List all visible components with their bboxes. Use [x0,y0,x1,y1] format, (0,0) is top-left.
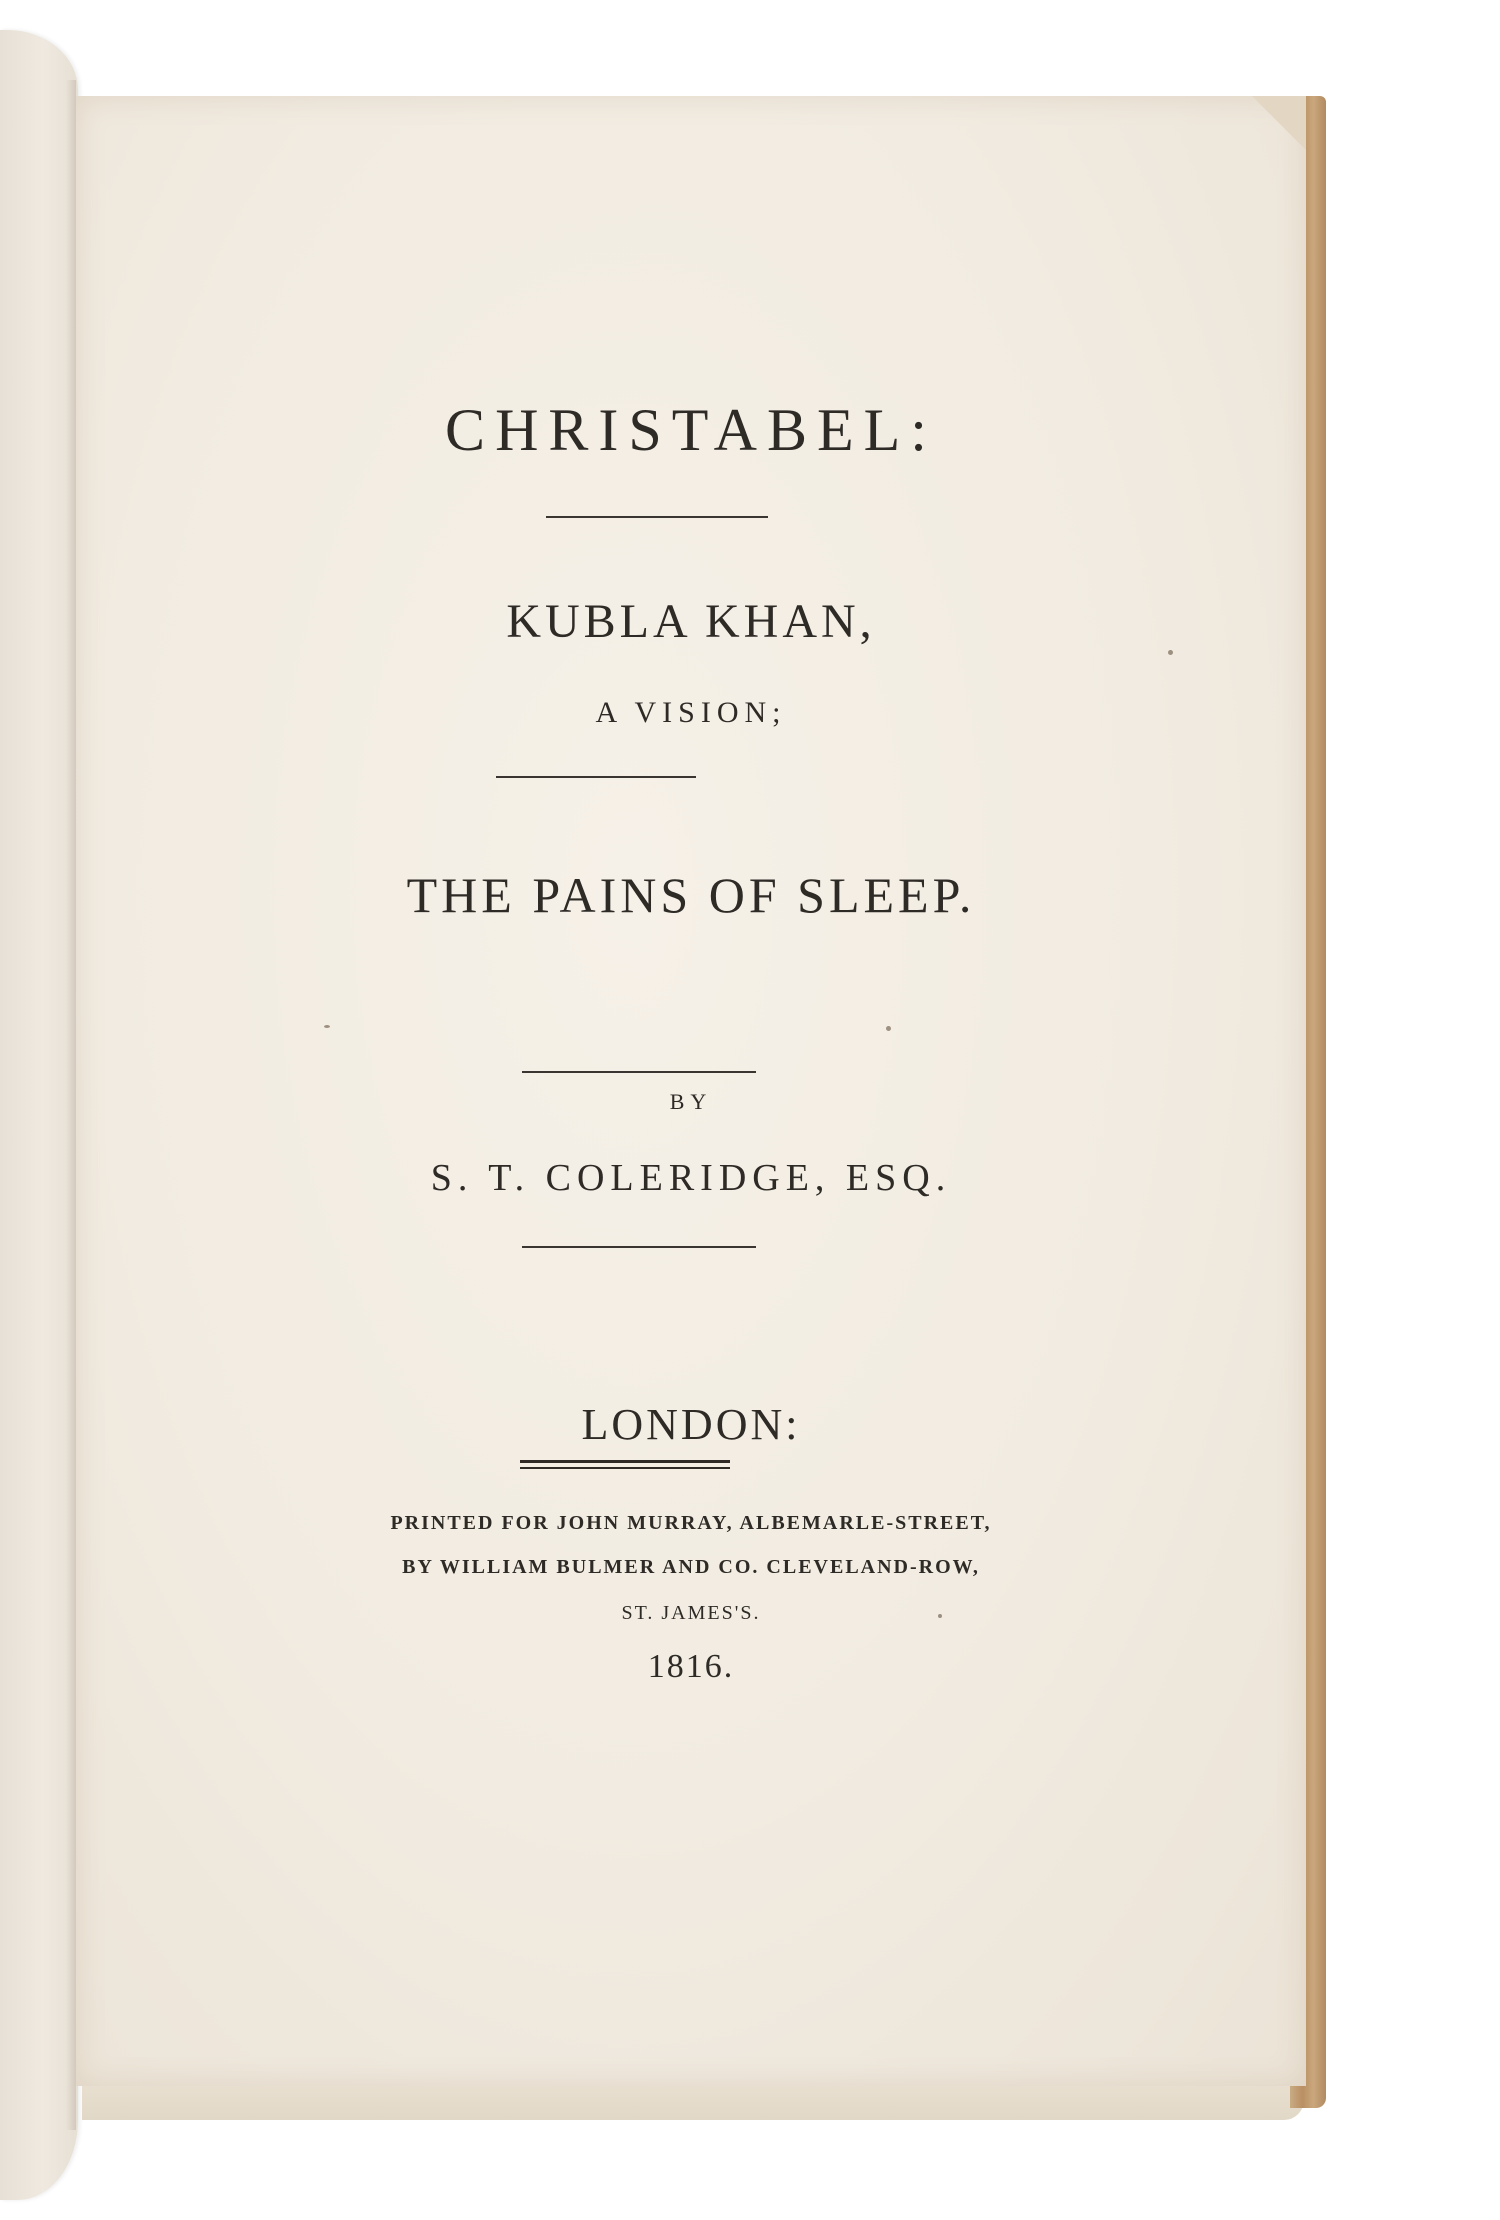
paper-speck [938,1614,942,1618]
book-title: CHRISTABEL: [445,397,937,463]
paper-speck [324,1025,330,1028]
second-work-title: KUBLA KHAN, [506,595,876,648]
page-gutter-shadow [66,80,76,2130]
imprint-line-2: BY WILLIAM BULMER AND CO. CLEVELAND-ROW, [402,1556,980,1578]
second-work-subtitle: A VISION; [595,696,787,729]
paper-speck [886,1026,891,1031]
double-rule-divider [520,1460,730,1469]
third-work-title: THE PAINS OF SLEEP. [406,867,976,923]
author-name: S. T. COLERIDGE, ESQ. [430,1157,952,1199]
paper-speck [1168,650,1173,655]
title-page [76,96,1306,2086]
rule-divider-4 [522,1246,756,1248]
by-line: BY [669,1089,713,1114]
rule-divider-3 [522,1071,756,1073]
imprint-line-1: PRINTED FOR JOHN MURRAY, ALBEMARLE-STREET, [390,1512,992,1534]
rule-divider-1 [546,516,768,518]
imprint-line-3: ST. JAMES'S. [621,1602,761,1624]
corner-fold [1252,96,1306,150]
rule-divider-2 [496,776,696,778]
publication-place: LONDON: [581,1400,801,1449]
publication-year: 1816. [647,1648,735,1685]
